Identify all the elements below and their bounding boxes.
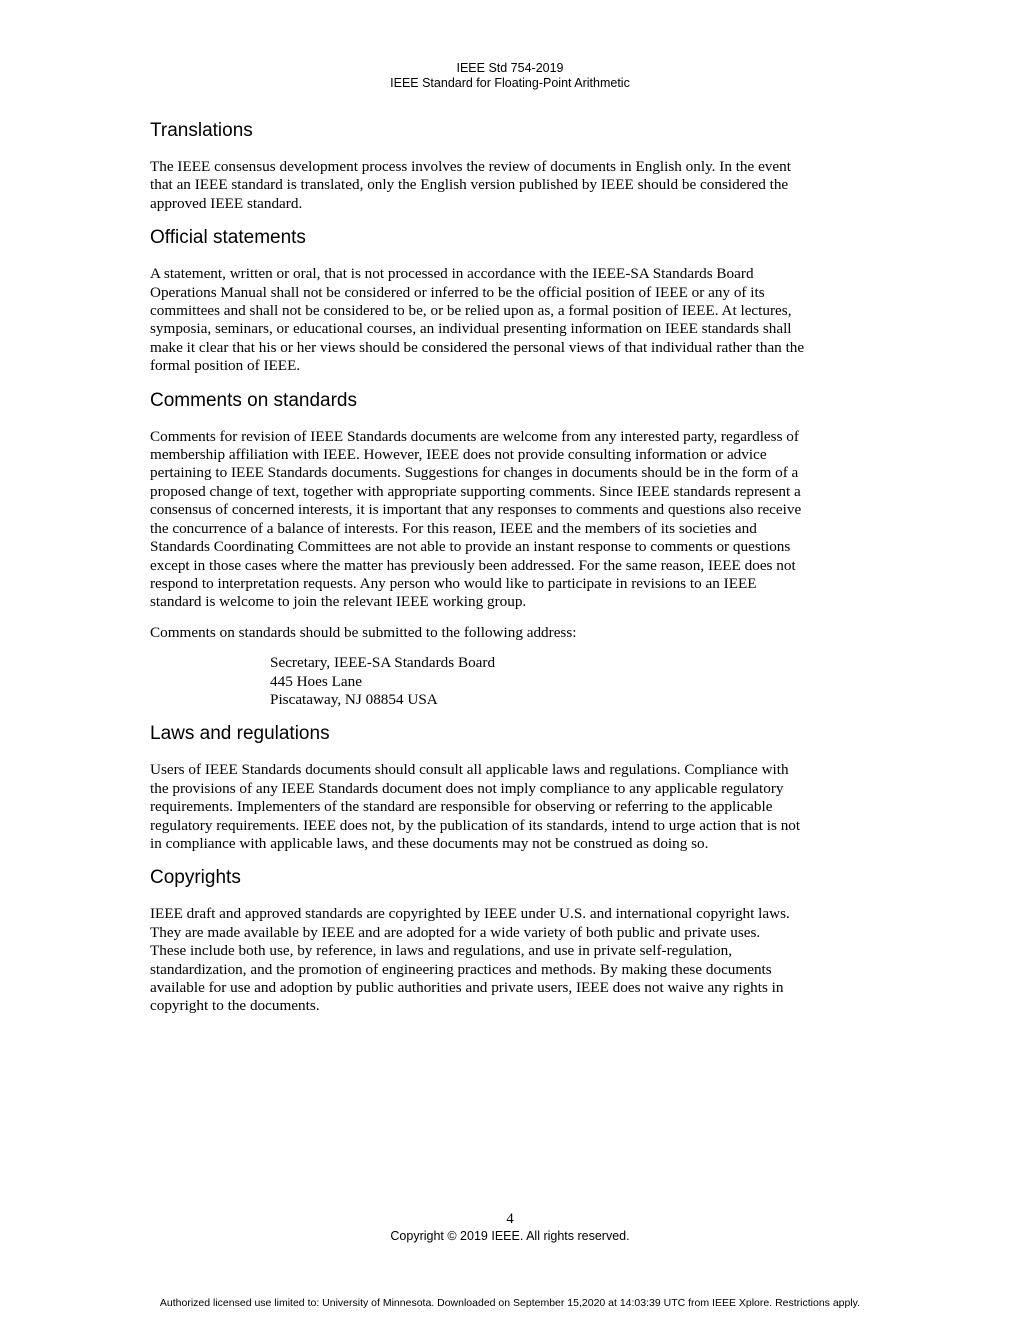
section-paragraph: Users of IEEE Standards documents should consult all applicable laws and regulations. Compliance with the provisions of any IEEE Standards document does not imply compliance to any applicable regulatory requirements. Implementers of the standard are responsible for observing or referring to the applicable regulatory requirements. IEEE does not, by the publication of its standards, intend to urge action that is not in compliance with applicable laws, and these documents may not be construed as doing so.: [150, 761, 801, 852]
section-heading: Official statements: [150, 227, 306, 249]
section-laws-and-regulations: [150, 721, 870, 853]
page-footer: [0, 1210, 1020, 1244]
license-notice: Authorized licensed use limited to: University of Minnesota. Downloaded on September 15,2020 at 14:03:39 UTC from IEEE Xplore. Restrictions apply.: [159, 1297, 861, 1309]
section-translations: [150, 118, 870, 213]
copyright-notice: Copyright © 2019 IEEE. All rights reserved.: [390, 1229, 630, 1243]
standard-title: IEEE Standard for Floating-Point Arithmetic: [390, 76, 630, 90]
address-line: 445 Hoes Lane: [270, 672, 362, 690]
section-paragraph: A statement, written or oral, that is not processed in accordance with the IEEE-SA Standards Board Operations Manual shall not be considered or inferred to be the official position of IEEE or any of its committees and shall not be considered to be, or be relied upon as, a formal position of IEEE. At lectures, symposia, seminars, or educational courses, an individual presenting information on IEEE standards shall make it clear that his or her views should be considered the personal views of that individual rather than the formal position of IEEE.: [150, 265, 805, 375]
section-paragraph: IEEE draft and approved standards are copyrighted by IEEE under U.S. and international copyright laws. They are made available by IEEE and are adopted for a wide variety of both public and private uses. These include both use, by reference, in laws and regulations, and use in private self-regulation, standardization, and the promotion of engineering practices and methods. By making these documents available for use and adoption by public authorities and private users, IEEE does not waive any rights in copyright to the documents.: [150, 905, 790, 1015]
section-comments-on-standards: [150, 388, 870, 710]
address-line: Secretary, IEEE-SA Standards Board: [270, 654, 496, 672]
page-content: [150, 118, 870, 1028]
section-official-statements: [150, 225, 870, 375]
section-paragraph: The IEEE consensus development process involves the review of documents in English only. In the event that an IEEE standard is translated, only the English version published by IEEE should be considered the approved IEEE standard.: [150, 158, 791, 212]
address-intro: Comments on standards should be submitted to the following address:: [150, 623, 577, 641]
section-heading: Comments on standards: [150, 389, 357, 411]
section-heading: Laws and regulations: [150, 723, 330, 745]
section-copyrights: [150, 865, 870, 1015]
page-number: 4: [506, 1211, 514, 1227]
section-heading: Copyrights: [150, 867, 241, 889]
section-heading: Translations: [150, 120, 253, 141]
running-header: [0, 61, 1020, 91]
address-line: Piscataway, NJ 08854 USA: [270, 690, 438, 708]
section-paragraph: Comments for revision of IEEE Standards documents are welcome from any interested party, regardless of membership affiliation with IEEE. However, IEEE does not provide consulting information or advice pertaining to IEEE Standards documents. Suggestions for changes in documents should be in the form of a proposed change of text, together with appropriate supporting comments. Since IEEE standards represent a consensus of concerned interests, it is important that any responses to comments and questions also receive the concurrence of a balance of interests. For this reason, IEEE and the members of its societies and Standards Coordinating Committees are not able to provide an instant response to comments or questions except in those cases where the matter has previously been addressed. For the same reason, IEEE does not respond to interpretation requests. Any person who would like to participate in revisions to an IEEE standard is welcome to join the relevant IEEE working group.: [150, 427, 802, 611]
standard-number: IEEE Std 754-2019: [456, 61, 564, 75]
mailing-address: [270, 654, 870, 709]
